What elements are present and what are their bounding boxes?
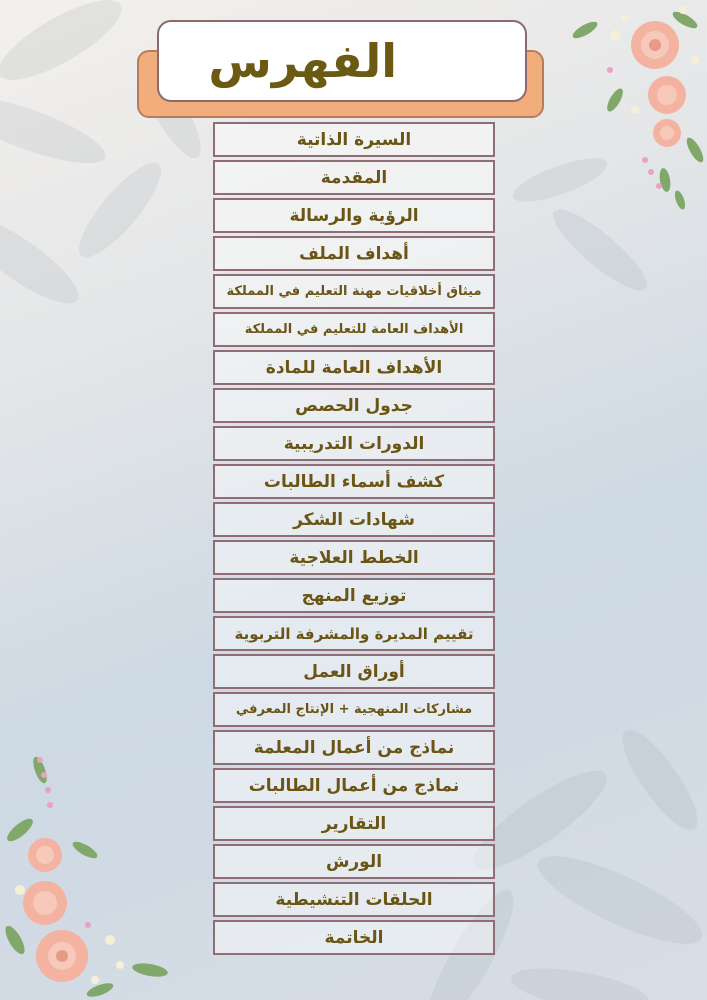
toc-item: الحلقات التنشيطية — [213, 882, 495, 917]
toc-item: الورش — [213, 844, 495, 879]
toc-item: الخطط العلاجية — [213, 540, 495, 575]
title-card — [157, 20, 527, 102]
toc-item: أوراق العمل — [213, 654, 495, 689]
toc-item: التقارير — [213, 806, 495, 841]
page-title: الفهرس — [208, 34, 397, 88]
toc-item: نماذج من أعمال المعلمة — [213, 730, 495, 765]
toc-item: شهادات الشكر — [213, 502, 495, 537]
toc-item: الأهداف العامة للتعليم في المملكة — [213, 312, 495, 347]
toc-item: أهداف الملف — [213, 236, 495, 271]
toc-item: الدورات التدريبية — [213, 426, 495, 461]
rose-bouquet-icon — [0, 740, 180, 1000]
toc-item: السيرة الذاتية — [213, 122, 495, 157]
toc-item: الخاتمة — [213, 920, 495, 955]
table-of-contents — [211, 122, 495, 958]
toc-item: كشف أسماء الطالبات — [213, 464, 495, 499]
toc-item: جدول الحصص — [213, 388, 495, 423]
rose-bouquet-icon — [555, 0, 707, 215]
toc-item: توزيع المنهج — [213, 578, 495, 613]
toc-item: تقييم المديرة والمشرفة التربوية — [213, 616, 495, 651]
toc-item: المقدمة — [213, 160, 495, 195]
toc-item: مشاركات المنهجية + الإنتاج المعرفي — [213, 692, 495, 727]
toc-item: ميثاق أخلاقيات مهنة التعليم في المملكة — [213, 274, 495, 309]
toc-item: الرؤية والرسالة — [213, 198, 495, 233]
toc-item: نماذج من أعمال الطالبات — [213, 768, 495, 803]
toc-item: الأهداف العامة للمادة — [213, 350, 495, 385]
